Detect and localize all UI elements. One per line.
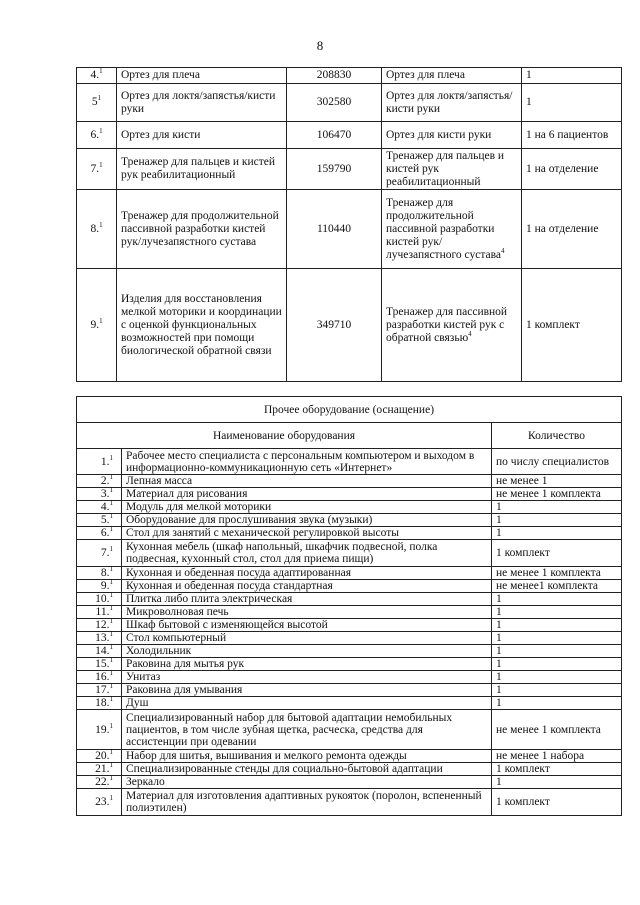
equipment-quantity: 1: [492, 619, 622, 632]
equipment-quantity: 1: [492, 776, 622, 789]
equipment-quantity: 1: [492, 632, 622, 645]
equipment-name: Микроволновая печь: [122, 606, 492, 619]
row-number: 16.$^1$: [77, 671, 122, 684]
equipment-quantity: по числу специалистов: [492, 449, 622, 475]
page-number: 8: [316, 38, 324, 53]
row-number: 6.$^1$: [77, 122, 117, 149]
equipment-code: 208830: [287, 68, 382, 84]
equipment-name: Раковина для умывания: [122, 684, 492, 697]
equipment-quantity: 1 комплект: [492, 540, 622, 567]
equipment-name: Кухонная и обеденная посуда адаптированная: [122, 567, 492, 580]
equipment-name: Лепная масса: [122, 475, 492, 488]
equipment-standard-table: [76, 67, 622, 382]
table-row: [77, 190, 622, 269]
row-number: 7.$^1$: [77, 540, 122, 567]
equipment-name: Кухонная и обеденная посуда стандартная: [122, 580, 492, 593]
equipment-quantity: 1: [522, 68, 622, 84]
equipment-quantity: не менее 1 комплекта: [492, 488, 622, 501]
equipment-quantity: 1 на отделение: [522, 149, 622, 190]
row-number: 3.$^1$: [77, 488, 122, 501]
table-row: [77, 750, 622, 763]
table-row: [77, 593, 622, 606]
equipment-quantity: не менее 1 набора: [492, 750, 622, 763]
equipment-quantity: не менее1 комплекта: [492, 580, 622, 593]
equipment-name: Рабочее место специалиста с персональным компьютером и выходом в информационно-коммуникационную сеть «Интернет»: [122, 449, 492, 475]
equipment-name: Тренажер для продолжительной пассивной разработки кистей рук/лучезапястного сустава: [117, 190, 287, 269]
row-number: 17.$^1$: [77, 684, 122, 697]
table-row: [77, 149, 622, 190]
equipment-quantity: 1: [492, 658, 622, 671]
table-row: [77, 567, 622, 580]
row-number: 22.$^1$: [77, 776, 122, 789]
row-number: 6.$^1$: [77, 527, 122, 540]
row-number: 4.$^1$: [77, 501, 122, 514]
row-number: 19.$^1$: [77, 710, 122, 750]
table-title: Прочее оборудование (оснащение): [77, 397, 622, 423]
table-row: [77, 84, 622, 122]
equipment-name: Унитаз: [122, 671, 492, 684]
row-number: 20.$^1$: [77, 750, 122, 763]
equipment-quantity: 1: [492, 514, 622, 527]
equipment-quantity: 1 комплект: [492, 763, 622, 776]
equipment-name: Ортез для плеча: [117, 68, 287, 84]
equipment-name: Тренажер для пальцев и кистей рук реабилитационный: [117, 149, 287, 190]
table-row: [77, 671, 622, 684]
row-number: 4.$^1$: [77, 68, 117, 84]
equipment-name: Набор для шитья, вышивания и мелкого ремонта одежды: [122, 750, 492, 763]
equipment-name: Шкаф бытовой с изменяющейся высотой: [122, 619, 492, 632]
row-number: 11.$^1$: [77, 606, 122, 619]
row-number: 13.$^1$: [77, 632, 122, 645]
table-row: [77, 789, 622, 816]
equipment-quantity: 1: [492, 645, 622, 658]
table-row: [77, 475, 622, 488]
table-row: [77, 580, 622, 593]
equipment-name: Стол для занятий с механической регулировкой высоты: [122, 527, 492, 540]
equipment-code: 349710: [287, 269, 382, 382]
equipment-type: Ортез для локтя/запястья/кисти руки: [382, 84, 522, 122]
table-row: [77, 763, 622, 776]
table-row: [77, 710, 622, 750]
row-number: 2.$^1$: [77, 475, 122, 488]
equipment-name: Материал для изготовления адаптивных рукояток (поролон, вспененный полиэтилен): [122, 789, 492, 816]
equipment-quantity: не менее 1: [492, 475, 622, 488]
equipment-name: Ортез для кисти: [117, 122, 287, 149]
equipment-name: Кухонная мебель (шкаф напольный, шкафчик подвесной, полка подвесная, кухонный стол, стол для приема пищи): [122, 540, 492, 567]
row-number: 8.$^1$: [77, 190, 117, 269]
table-row: [77, 527, 622, 540]
equipment-quantity: не менее 1 комплекта: [492, 567, 622, 580]
equipment-name: Материал для рисования: [122, 488, 492, 501]
table-row: [77, 540, 622, 567]
equipment-type: Ортез для кисти руки: [382, 122, 522, 149]
table-row: [77, 619, 622, 632]
equipment-name: Зеркало: [122, 776, 492, 789]
row-number: 23.$^1$: [77, 789, 122, 816]
equipment-quantity: 1 комплект: [522, 269, 622, 382]
equipment-quantity: 1: [492, 593, 622, 606]
table-row: [77, 697, 622, 710]
equipment-quantity: 1 на 6 пациентов: [522, 122, 622, 149]
row-number: 5.$^1$: [77, 514, 122, 527]
row-number: 12.$^1$: [77, 619, 122, 632]
equipment-name: Модуль для мелкой моторики: [122, 501, 492, 514]
table-row: [77, 514, 622, 527]
equipment-name: Изделия для восстановления мелкой моторики и координации с оценкой функциональных возможностей при помощи биологической обратной связи: [117, 269, 287, 382]
equipment-quantity: 1 на отделение: [522, 190, 622, 269]
equipment-type: Тренажер для пассивной разработки кистей рук с обратной связью$^4$: [382, 269, 522, 382]
table-row: [77, 501, 622, 514]
table-row: [77, 269, 622, 382]
equipment-type: Ортез для плеча: [382, 68, 522, 84]
equipment-quantity: 1: [492, 606, 622, 619]
equipment-name: Раковина для мытья рук: [122, 658, 492, 671]
table-row: [77, 776, 622, 789]
equipment-quantity: 1: [522, 84, 622, 122]
equipment-quantity: 1: [492, 671, 622, 684]
equipment-quantity: 1 комплект: [492, 789, 622, 816]
equipment-code: 159790: [287, 149, 382, 190]
equipment-quantity: 1: [492, 697, 622, 710]
other-equipment-table: [76, 396, 622, 816]
equipment-quantity: 1: [492, 527, 622, 540]
table-row: [77, 606, 622, 619]
table-row: [77, 632, 622, 645]
equipment-code: 302580: [287, 84, 382, 122]
table-row: [77, 68, 622, 84]
table-row: [77, 658, 622, 671]
equipment-code: 106470: [287, 122, 382, 149]
equipment-code: 110440: [287, 190, 382, 269]
equipment-type: Тренажер для пальцев и кистей рук реабилитационный: [382, 149, 522, 190]
equipment-name: Ортез для локтя/запястья/кисти руки: [117, 84, 287, 122]
row-number: 21.$^1$: [77, 763, 122, 776]
equipment-quantity: не менее 1 комплекта: [492, 710, 622, 750]
row-number: 10.$^1$: [77, 593, 122, 606]
table-row: [77, 122, 622, 149]
equipment-quantity: 1: [492, 501, 622, 514]
table-row: [77, 645, 622, 658]
equipment-name: Душ: [122, 697, 492, 710]
row-number: 7.$^1$: [77, 149, 117, 190]
equipment-name: Специализированный набор для бытовой адаптации немобильных пациентов, в том числе зубная щетка, расческа, средства для ассистенции при одевании: [122, 710, 492, 750]
column-header-quantity: Количество: [492, 423, 622, 449]
table-row: [77, 488, 622, 501]
row-number: 1.$^1$: [77, 449, 122, 475]
table-row: [77, 449, 622, 475]
row-number: 18.$^1$: [77, 697, 122, 710]
row-number: 8.$^1$: [77, 567, 122, 580]
row-number: 14.$^1$: [77, 645, 122, 658]
equipment-quantity: 1: [492, 684, 622, 697]
equipment-name: Стол компьютерный: [122, 632, 492, 645]
table-row: [77, 684, 622, 697]
row-number: 9.$^1$: [77, 269, 117, 382]
column-header-name: Наименование оборудования: [77, 423, 492, 449]
equipment-name: Плитка либо плита электрическая: [122, 593, 492, 606]
equipment-type: Тренажер для продолжительной пассивной разработки кистей рук/лучезапястного сустава$^4$: [382, 190, 522, 269]
row-number: 9.$^1$: [77, 580, 122, 593]
equipment-name: Холодильник: [122, 645, 492, 658]
equipment-name: Оборудование для прослушивания звука (музыки): [122, 514, 492, 527]
row-number: 15.$^1$: [77, 658, 122, 671]
row-number: $5^1$: [77, 84, 117, 122]
equipment-name: Специализированные стенды для социально-бытовой адаптации: [122, 763, 492, 776]
